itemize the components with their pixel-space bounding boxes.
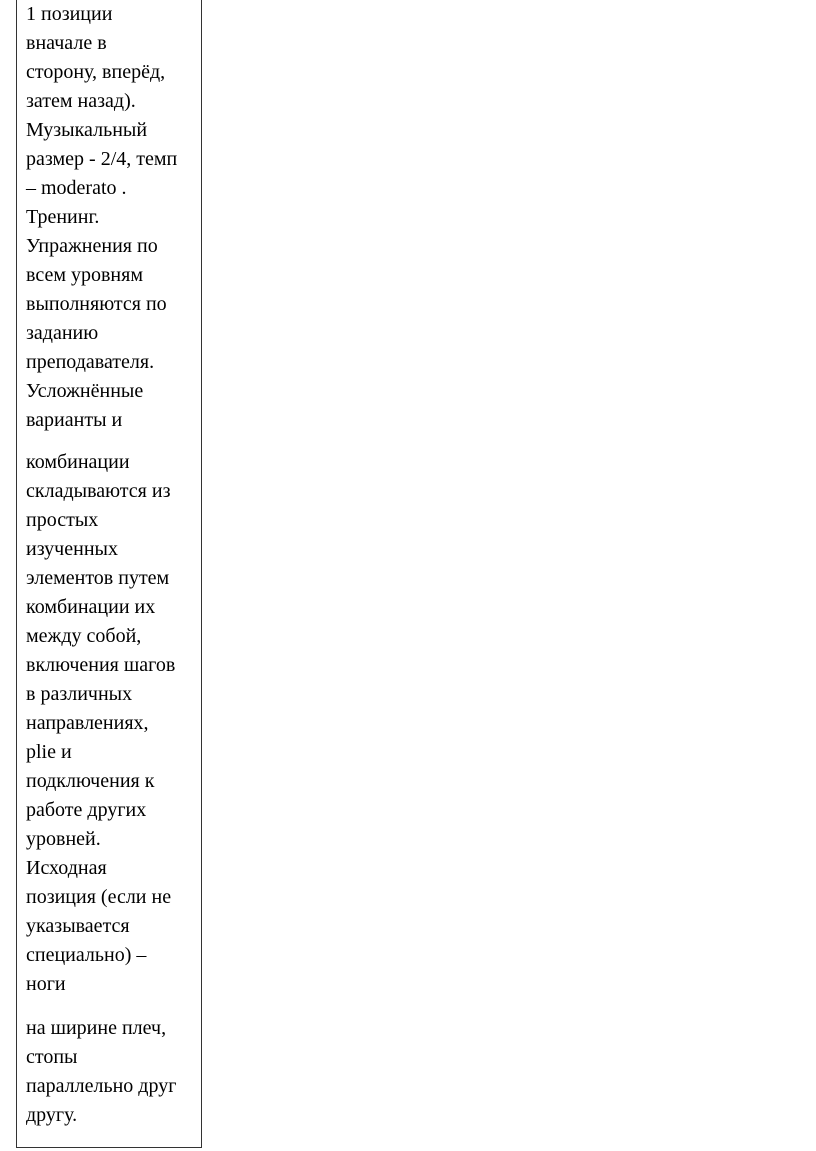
text-line: между собой, xyxy=(26,625,142,647)
text-line: Упражнения по xyxy=(26,235,158,257)
text-line: включения шагов xyxy=(26,654,176,676)
text-line: специально) – xyxy=(26,944,147,966)
text-line: вначале в xyxy=(26,32,107,54)
text-line: Тренинг. xyxy=(26,206,100,228)
text-line: Музыкальный xyxy=(26,119,148,141)
text-line: уровней. xyxy=(26,828,101,850)
text-line: элементов путем xyxy=(26,567,170,589)
text-line: варианты и xyxy=(26,409,123,431)
text-line: Усложнённые xyxy=(26,380,144,402)
text-line: параллельно друг xyxy=(26,1075,177,1097)
text-line: заданию xyxy=(26,322,99,344)
text-line: выполняются по xyxy=(26,293,167,315)
text-line: позиция (если не xyxy=(26,886,172,908)
text-line: затем назад). xyxy=(26,90,136,112)
text-line: Исходная xyxy=(26,857,107,879)
text-line: преподавателя. xyxy=(26,351,155,373)
paragraph-3 xyxy=(26,1014,202,1130)
text-line: комбинации их xyxy=(26,596,156,618)
text-line: сторону, вперёд, xyxy=(26,61,166,83)
text-line: указывается xyxy=(26,915,130,937)
text-line: изученных xyxy=(26,538,118,560)
text-line: на ширине плеч, xyxy=(26,1017,167,1039)
text-line: 1 позиции xyxy=(26,3,113,25)
paragraph-1 xyxy=(26,0,202,435)
text-line: всем уровням xyxy=(26,264,143,286)
text-line: в различных xyxy=(26,683,133,705)
paragraph-2 xyxy=(26,448,202,999)
text-line: стопы xyxy=(26,1046,78,1068)
text-line: подключения к xyxy=(26,770,155,792)
text-line: ноги xyxy=(26,973,66,995)
text-line: направлениях, xyxy=(26,712,149,734)
text-line: складываются из xyxy=(26,480,171,502)
text-line: работе других xyxy=(26,799,147,821)
text-line: – moderato . xyxy=(26,177,127,199)
text-line: комбинации xyxy=(26,451,130,473)
text-line: простых xyxy=(26,509,99,531)
text-line: plie и xyxy=(26,741,72,763)
text-line: другу. xyxy=(26,1104,78,1126)
text-line: размер - 2/4, темп xyxy=(26,148,178,170)
